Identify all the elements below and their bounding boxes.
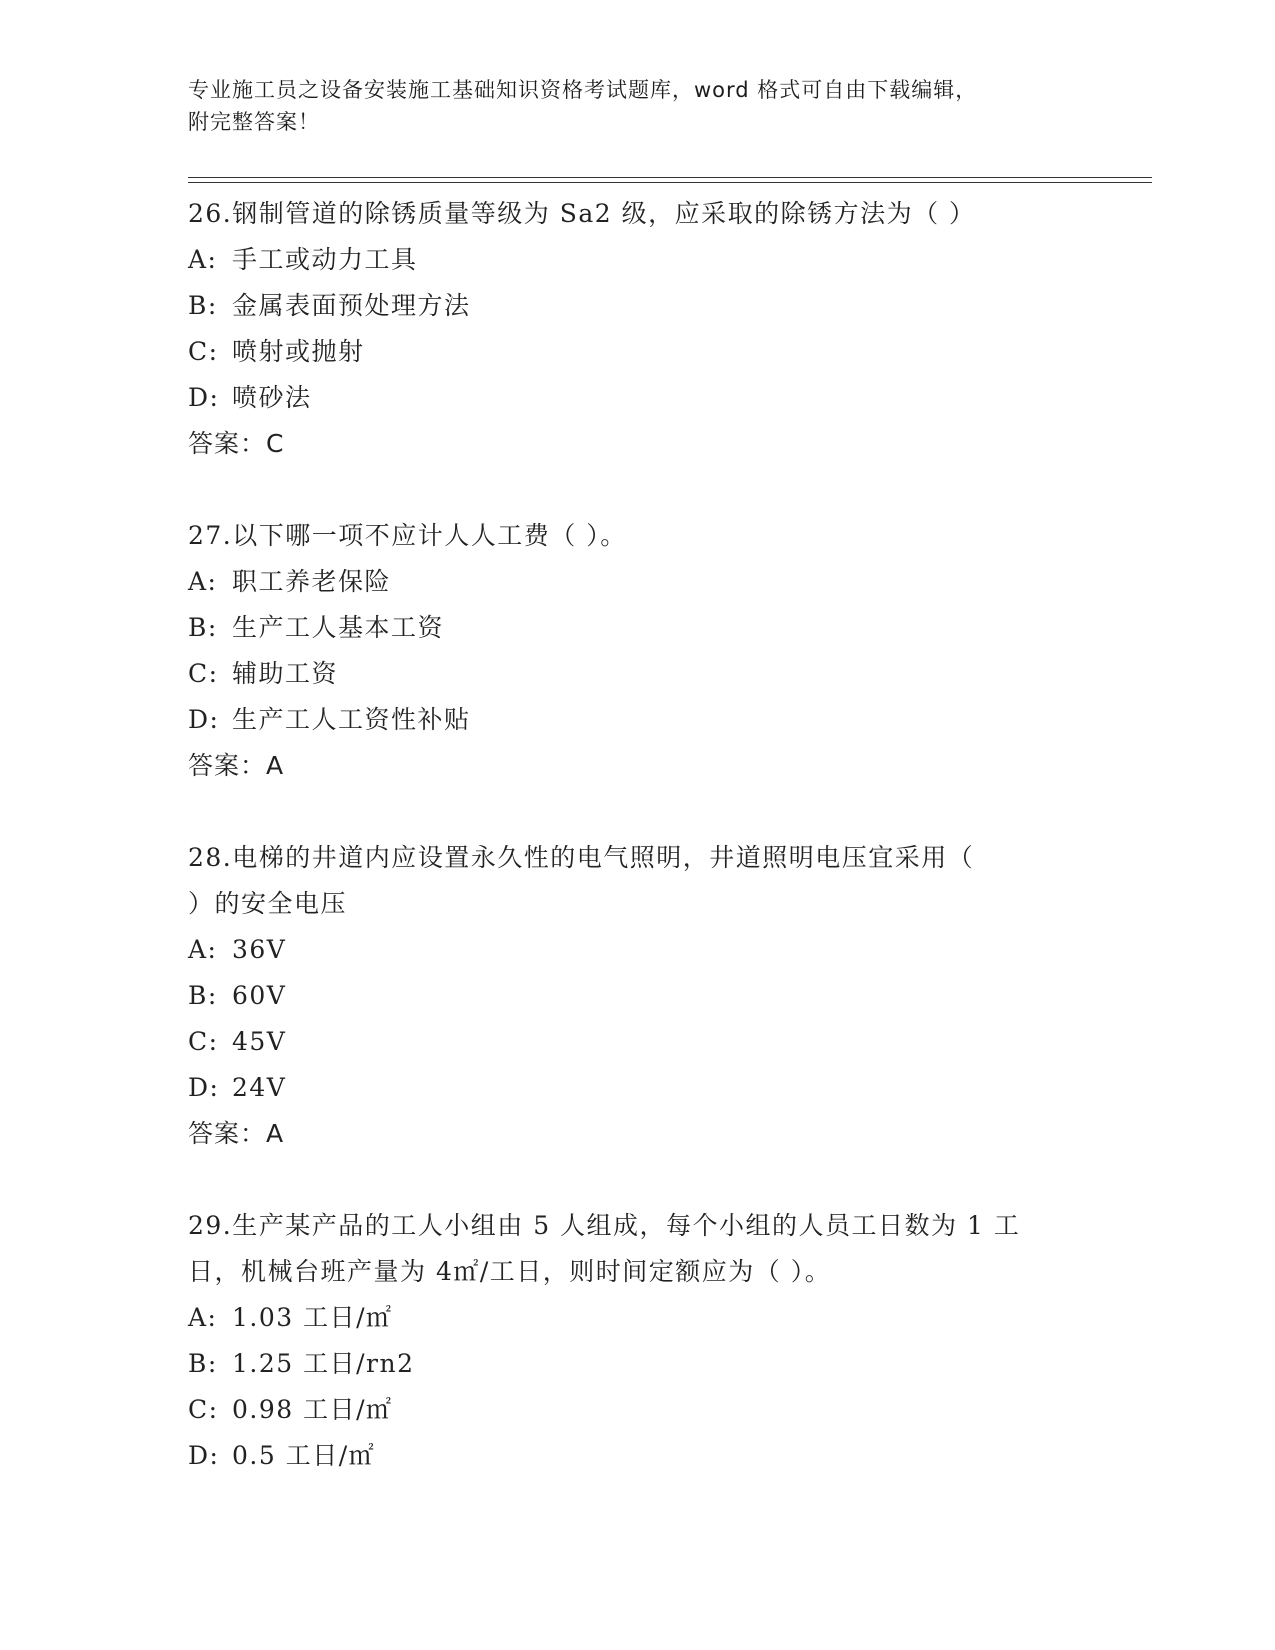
document-header <box>188 74 1068 138</box>
option-letter: A: <box>188 1303 218 1332</box>
question-stem-line: 27.以下哪一项不应计人人工费（ ）。 <box>188 521 627 550</box>
header-divider-top <box>188 177 1152 178</box>
answer-line: 答案：A <box>188 751 285 780</box>
header-line-2: 附完整答案！ <box>188 110 320 134</box>
option-letter: A: <box>188 567 218 596</box>
option-text: 60V <box>232 981 287 1010</box>
option-text: 辅助工资 <box>232 659 339 688</box>
option-row <box>188 1341 1088 1387</box>
option-row <box>188 973 1088 1019</box>
option-row <box>188 283 1088 329</box>
option-letter: D: <box>188 383 220 412</box>
option-letter: D: <box>188 1441 220 1470</box>
option-letter: B: <box>188 613 218 642</box>
header-divider-bottom <box>188 182 1152 183</box>
option-letter: B: <box>188 981 218 1010</box>
question-stem-line: 29.生产某产品的工人小组由 5 人组成，每个小组的人员工日数为 1 工 <box>188 1211 1021 1240</box>
option-text: 手工或动力工具 <box>232 245 418 274</box>
option-row <box>188 1019 1088 1065</box>
option-row <box>188 329 1088 375</box>
option-letter: D: <box>188 1073 220 1102</box>
option-text: 0.5 工日/㎡ <box>232 1441 376 1470</box>
option-letter: B: <box>188 291 218 320</box>
option-row <box>188 237 1088 283</box>
option-row <box>188 927 1088 973</box>
question-block <box>188 835 1088 1157</box>
option-text: 1.25 工日/rn2 <box>232 1349 415 1378</box>
option-text: 24V <box>232 1073 287 1102</box>
option-text: 职工养老保险 <box>232 567 392 596</box>
option-letter: D: <box>188 705 220 734</box>
question-block <box>188 513 1088 789</box>
option-row <box>188 1065 1088 1111</box>
header-line-1: 专业施工员之设备安装施工基础知识资格考试题库，word 格式可自由下载编辑， <box>188 78 978 102</box>
option-text: 36V <box>232 935 287 964</box>
option-text: 喷射或抛射 <box>232 337 365 366</box>
question-stem-line: 日，机械台班产量为 4㎡/工日，则时间定额应为（ ）。 <box>188 1257 832 1286</box>
option-text: 金属表面预处理方法 <box>232 291 471 320</box>
option-letter: B: <box>188 1349 218 1378</box>
option-letter: A: <box>188 935 218 964</box>
option-text: 45V <box>232 1027 287 1056</box>
option-letter: C: <box>188 1395 219 1424</box>
option-letter: C: <box>188 337 219 366</box>
option-text: 喷砂法 <box>232 383 312 412</box>
option-row <box>188 651 1088 697</box>
option-row <box>188 559 1088 605</box>
option-row <box>188 1295 1088 1341</box>
option-text: 0.98 工日/㎡ <box>232 1395 393 1424</box>
question-stem-line: 26.钢制管道的除锈质量等级为 Sa2 级，应采取的除锈方法为（ ） <box>188 199 976 228</box>
option-text: 生产工人基本工资 <box>232 613 445 642</box>
option-row <box>188 605 1088 651</box>
option-text: 1.03 工日/㎡ <box>232 1303 393 1332</box>
question-stem-line: 28.电梯的井道内应设置永久性的电气照明，井道照明电压宜采用（ <box>188 843 975 872</box>
option-row <box>188 375 1088 421</box>
option-letter: C: <box>188 659 219 688</box>
question-stem-line: ）的安全电压 <box>188 889 348 918</box>
answer-line: 答案：C <box>188 429 285 458</box>
option-letter: C: <box>188 1027 219 1056</box>
option-row <box>188 1433 1088 1479</box>
question-block <box>188 191 1088 467</box>
question-block <box>188 1203 1088 1479</box>
option-row <box>188 1387 1088 1433</box>
answer-line: 答案：A <box>188 1119 285 1148</box>
question-list <box>188 191 1088 1525</box>
option-row <box>188 697 1088 743</box>
option-text: 生产工人工资性补贴 <box>232 705 471 734</box>
option-letter: A: <box>188 245 218 274</box>
